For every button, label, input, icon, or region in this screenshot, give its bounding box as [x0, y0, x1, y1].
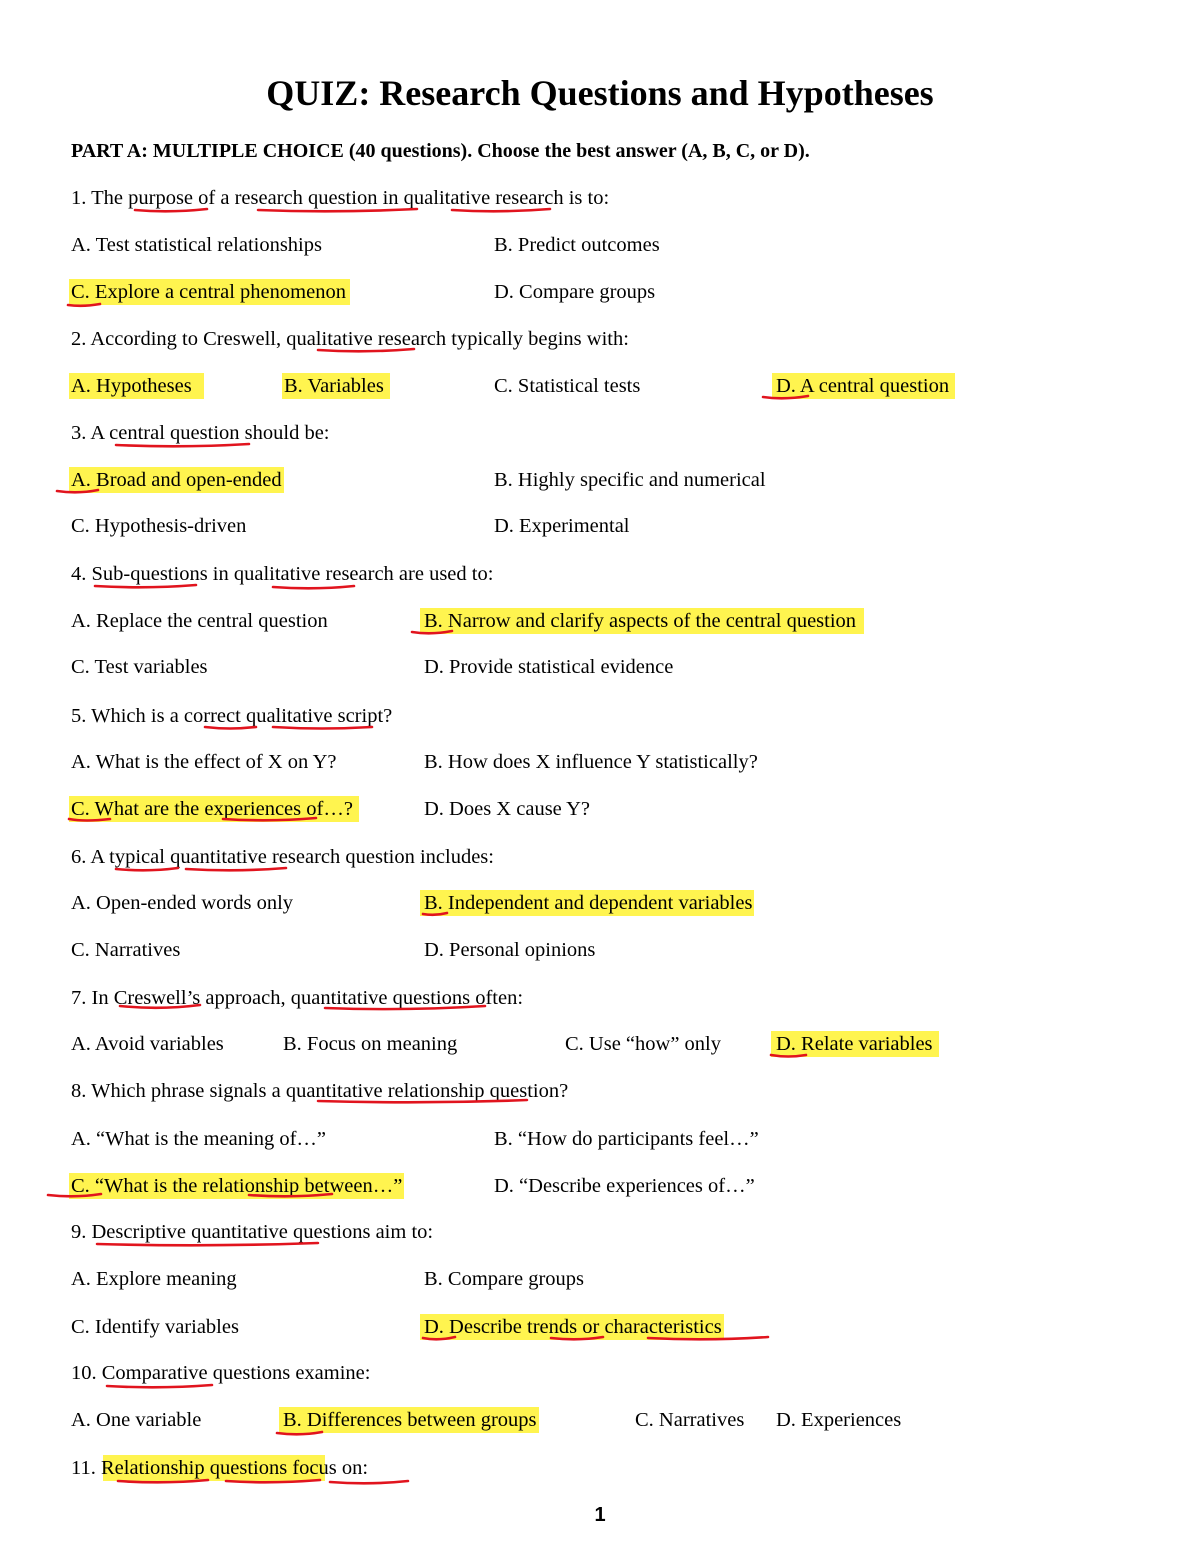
- q3-option-d: D. Experimental: [494, 515, 630, 537]
- q2-option-d: D. A central question: [772, 373, 955, 399]
- q1-option-b: B. Predict outcomes: [494, 234, 660, 256]
- question-2-stem: 2. According to Creswell, qualitative research typically begins with:: [71, 328, 629, 350]
- question-11-stem: 11. Relationship questions focus on:: [71, 1457, 369, 1479]
- question-5-stem: 5. Which is a correct qualitative script?: [71, 705, 393, 727]
- q4-option-d: D. Provide statistical evidence: [424, 656, 674, 678]
- q1-option-c: C. Explore a central phenomenon: [69, 279, 350, 305]
- q2-option-a: A. Hypotheses: [69, 373, 204, 399]
- question-9-stem: 9. Descriptive quantitative questions aim to:: [71, 1221, 434, 1243]
- q6-option-d: D. Personal opinions: [424, 939, 596, 961]
- q7-option-b: B. Focus on meaning: [283, 1033, 458, 1055]
- q1-option-a: A. Test statistical relationships: [71, 234, 322, 256]
- q5-option-a: A. What is the effect of X on Y?: [71, 751, 337, 773]
- q2-option-b: B. Variables: [282, 373, 390, 399]
- question-4-stem: 4. Sub-questions in qualitative research are used to:: [71, 563, 494, 585]
- q3-option-c: C. Hypothesis-driven: [71, 515, 247, 537]
- question-7-stem: 7. In Creswell’s approach, quantitative questions often:: [71, 987, 524, 1009]
- q4-option-a: A. Replace the central question: [71, 610, 328, 632]
- q9-option-a: A. Explore meaning: [71, 1268, 237, 1290]
- q8-option-a: A. “What is the meaning of…”: [71, 1128, 327, 1150]
- instructions: PART A: MULTIPLE CHOICE (40 questions). Choose the best answer (A, B, C, or D).: [71, 140, 810, 162]
- q8-option-c: C. “What is the relationship between…”: [71, 1175, 403, 1197]
- q6-option-c: C. Narratives: [71, 939, 181, 961]
- q4-option-c: C. Test variables: [71, 656, 208, 678]
- quiz-title: QUIZ: Research Questions and Hypotheses: [266, 73, 934, 113]
- q10-option-d: D. Experiences: [776, 1409, 902, 1431]
- q5-option-d: D. Does X cause Y?: [424, 798, 591, 820]
- q9-option-b: B. Compare groups: [424, 1268, 584, 1290]
- q7-option-d: D. Relate variables: [771, 1031, 939, 1057]
- q10-option-a: A. One variable: [71, 1409, 202, 1431]
- q7-option-a: A. Avoid variables: [71, 1033, 224, 1055]
- question-1-stem: 1. The purpose of a research question in qualitative research is to:: [71, 187, 610, 209]
- q2-option-c: C. Statistical tests: [494, 375, 641, 397]
- q10-option-c: C. Narratives: [635, 1409, 745, 1431]
- q9-option-c: C. Identify variables: [71, 1316, 239, 1338]
- q9-option-d: D. Describe trends or characteristics: [420, 1314, 724, 1340]
- page-number: 1: [594, 1504, 606, 1526]
- q3-option-a: A. Broad and open-ended: [71, 469, 282, 491]
- q6-option-b: B. Independent and dependent variables: [420, 890, 754, 916]
- q5-option-c: C. What are the experiences of…?: [69, 796, 359, 822]
- q1-option-d: D. Compare groups: [494, 281, 656, 303]
- q3-option-b: B. Highly specific and numerical: [494, 469, 766, 491]
- question-10-stem: 10. Comparative questions examine:: [71, 1362, 371, 1384]
- q4-option-b: B. Narrow and clarify aspects of the central question: [420, 608, 864, 634]
- question-8-stem: 8. Which phrase signals a quantitative relationship question?: [71, 1080, 569, 1102]
- question-3-stem: 3. A central question should be:: [71, 422, 330, 444]
- q7-option-c: C. Use “how” only: [565, 1033, 722, 1055]
- q8-option-b: B. “How do participants feel…”: [494, 1128, 759, 1150]
- q6-option-a: A. Open-ended words only: [71, 892, 294, 914]
- underline-mark: [330, 1481, 408, 1483]
- q5-option-b: B. How does X influence Y statistically?: [424, 751, 758, 773]
- q8-option-d: D. “Describe experiences of…”: [494, 1175, 755, 1197]
- question-6-stem: 6. A typical quantitative research question includes:: [71, 846, 494, 868]
- q10-option-b: B. Differences between groups: [279, 1407, 539, 1433]
